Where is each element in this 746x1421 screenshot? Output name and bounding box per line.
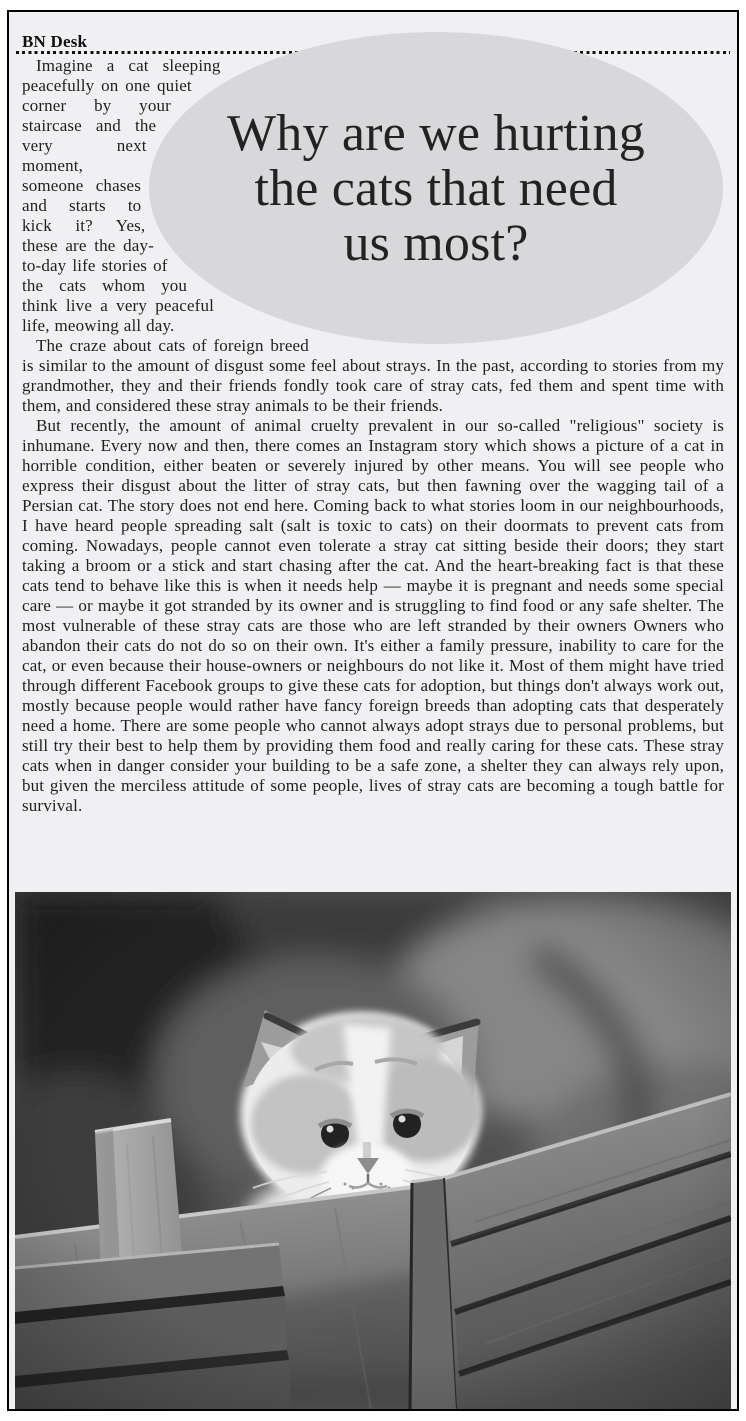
kitten-illustration bbox=[15, 892, 731, 1409]
headline-line-2: the cats that need bbox=[254, 159, 618, 217]
headline-ellipse bbox=[149, 32, 723, 344]
article-paragraph-3: But recently, the amount of animal cruelty prevalent in our so-called "religious" society is inhumane. Every now and then, there comes an Instagram story which shows a picture of a cat in horrible condition, either beaten or severely injured by other means. You will see people who express their disgust about the litter of stray cats, but then fawning over the wagging tail of a Persian cat. The story does not end here. Coming back to what stories loom in our neighbourhoods, I have heard people spreading salt (salt is toxic to cats) on their doormats to prevent cats from coming. Nowadays, people cannot even tolerate a stray cat sitting beside their doors; they start taking a broom or a stick and start chasing after the cat. And the heart-breaking fact is that these cats tend to behave like this is when it needs help — maybe it is pregnant and needs some special care — or maybe it got stranded by its owner and is struggling to find food or any safe shelter. The most vulnerable of these stray cats are those who are left stranded by their owners Owners who abandon their cats do not do so on their own. It's either a family pressure, inability to care for the cat, or even because their house-owners or neighbours do not like it. Most of them might have tried through different Facebook groups to give these cats for adoption, but things don't always work out, mostly because people would rather have fancy foreign breeds than adopting cats that desperately need a home. There are some people who cannot always adopt strays due to personal problems, but still try their best to help them by providing them food and really caring for these cats. These stray cats when in danger consider your building to be a safe zone, a shelter they can always rely upon, but given the merciless attitude of some people, lives of stray cats are becoming a tough battle for survival. bbox=[22, 416, 724, 815]
headline-line-3: us most? bbox=[343, 214, 529, 272]
photo-vignette bbox=[15, 892, 731, 1409]
headline-line-1: Why are we hurting bbox=[226, 104, 645, 162]
article-paragraph-1: Imagine a cat sleeping peacefully on one quiet corner by your staircase and the very next moment, someone chases and starts to kick it? Yes, these are the day-to-day life stories of the cats whom you think live a very peaceful life, meowing all day. bbox=[22, 56, 221, 335]
kitten-photo bbox=[15, 892, 731, 1409]
byline: BN Desk bbox=[22, 32, 88, 51]
article-paragraph-2: The craze about cats of foreign breed is similar to the amount of disgust some feel about strays. In the past, according to stories from my grandmother, they and their friends fondly took care of stray cats, fed them and spent time with them, and considered these stray animals to be their friends. bbox=[22, 336, 724, 415]
headline bbox=[227, 106, 645, 271]
newspaper-page bbox=[7, 10, 739, 1411]
